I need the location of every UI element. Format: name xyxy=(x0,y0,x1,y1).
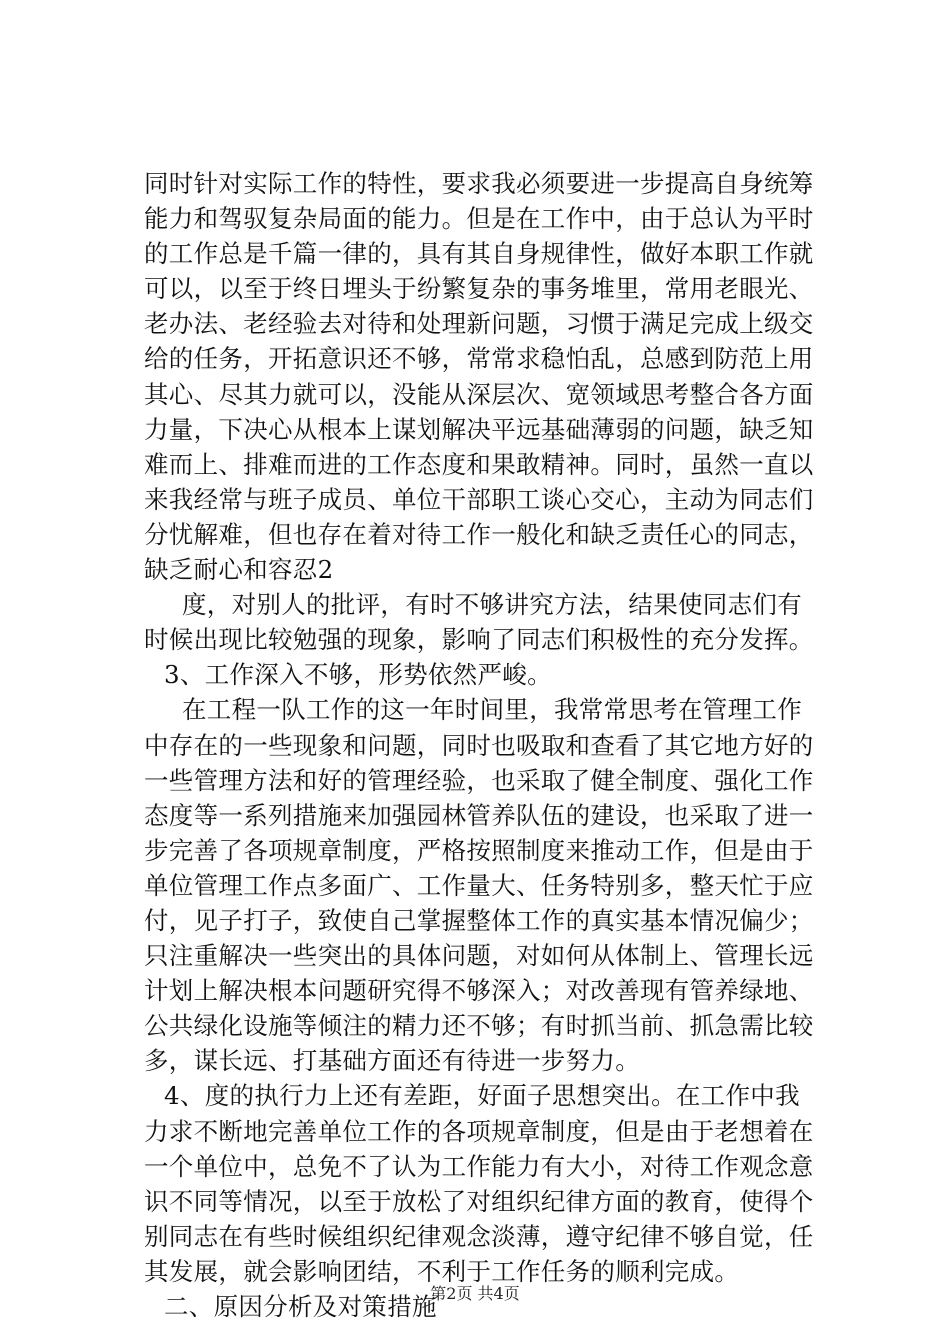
text-line: 老办法、老经验去对待和处理新问题，习惯于满足完成上级交 xyxy=(144,309,814,339)
text-line: 度，对别人的批评，有时不够讲究方法，结果使同志们有 xyxy=(182,590,802,620)
text-line: 二、原因分析及对策措施 xyxy=(164,1292,437,1321)
text-line: 别同志在有些时候组织纪律观念淡薄，遵守纪律不够自觉，任 xyxy=(144,1221,814,1251)
text-line: 态度等一系列措施来加强园林管养队伍的建设，也采取了进一 xyxy=(144,800,814,830)
text-line: 难而上、排难而进的工作态度和果敢精神。同时，虽然一直以 xyxy=(144,449,814,479)
text-line: 其心、尽其力就可以，没能从深层次、宽领域思考整合各方面 xyxy=(144,379,814,409)
text-line: 同时针对实际工作的特性，要求我必须要进一步提高自身统筹 xyxy=(144,169,814,198)
text-line: 分忧解难，但也存在着对待工作一般化和缺乏责任心的同志， xyxy=(144,519,814,549)
text-line: 其发展，就会影响团结，不利于工作任务的顺利完成。 xyxy=(144,1256,740,1286)
text-line: 公共绿化设施等倾注的精力还不够；有时抓当前、抓急需比较 xyxy=(144,1011,814,1041)
text-line: 力求不断地完善单位工作的各项规章制度，但是由于老想着在 xyxy=(144,1116,814,1146)
text-line: 在工程一队工作的这一年时间里，我常常思考在管理工作 xyxy=(182,695,802,725)
text-line: 缺乏耐心和容忍2 xyxy=(144,555,334,585)
text-line: 识不同等情况，以至于放松了对组织纪律方面的教育，使得个 xyxy=(144,1186,814,1216)
text-line: 来我经常与班子成员、单位干部职工谈心交心，主动为同志们 xyxy=(144,484,814,514)
text-line: 4、度的执行力上还有差距，好面子思想突出。在工作中我 xyxy=(164,1081,800,1111)
text-line: 单位管理工作点多面广、工作量大、任务特别多，整天忙于应 xyxy=(144,870,814,900)
text-line: 力量，下决心从根本上谋划解决平远基础薄弱的问题，缺乏知 xyxy=(144,414,814,444)
page-footer: 第2页 共4页 xyxy=(430,1284,520,1303)
text-line: 只注重解决一些突出的具体问题，对如何从体制上、管理长远 xyxy=(144,941,814,971)
text-line: 步完善了各项规章制度，严格按照制度来推动工作，但是由于 xyxy=(144,835,814,865)
text-line: 可以，以至于终日埋头于纷繁复杂的事务堆里，常用老眼光、 xyxy=(144,274,814,304)
text-line: 中存在的一些现象和问题，同时也吸取和查看了其它地方好的 xyxy=(144,730,814,760)
document-body xyxy=(144,166,814,1324)
text-line: 3、工作深入不够，形势依然严峻。 xyxy=(164,660,552,690)
text-line: 给的任务，开拓意识还不够，常常求稳怕乱，总感到防范上用 xyxy=(144,344,814,374)
text-line: 计划上解决根本问题研究得不够深入；对改善现有管养绿地、 xyxy=(144,976,814,1006)
text-line: 时候出现比较勉强的现象，影响了同志们积极性的充分发挥。 xyxy=(144,625,814,655)
text-line: 一些管理方法和好的管理经验，也采取了健全制度、强化工作 xyxy=(144,765,814,795)
text-line: 一个单位中，总免不了认为工作能力有大小，对待工作观念意 xyxy=(144,1151,814,1181)
text-line: 付，见子打子，致使自己掌握整体工作的真实基本情况偏少； xyxy=(144,905,814,935)
text-line: 的工作总是千篇一律的，具有其自身规律性，做好本职工作就 xyxy=(144,239,814,269)
text-line: 多，谋长远、打基础方面还有待进一步努力。 xyxy=(144,1046,640,1076)
text-line: 能力和驾驭复杂局面的能力。但是在工作中，由于总认为平时 xyxy=(144,204,814,234)
